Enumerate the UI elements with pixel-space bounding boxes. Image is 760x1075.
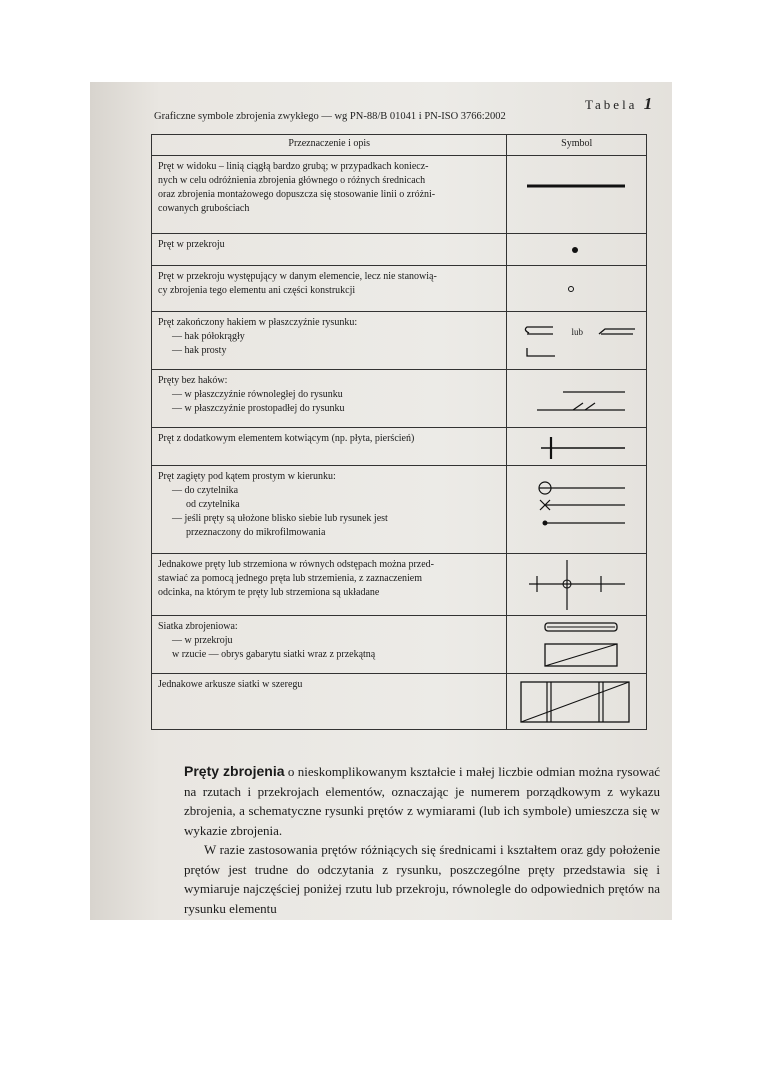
symbol-text-lub: lub: [571, 327, 583, 337]
row-symbol: [507, 234, 647, 266]
anchored-bar-symbol: [507, 428, 643, 466]
table-number: 1: [643, 94, 653, 113]
table-number-label: Tabela 1: [585, 94, 653, 113]
row-symbol: [507, 266, 647, 312]
table-row: [152, 466, 647, 554]
table-row: [152, 616, 647, 674]
hooked-bar-symbol: [507, 312, 643, 370]
row-symbol: [507, 466, 647, 554]
symbols-table: [151, 134, 647, 730]
row-description: Pręt w widoku – linią ciągłą bardzo grubą; w przypadkach koniecz- nych w celu odróżnienia zbrojenia głównego o różnych średnicach oraz zbrojenia montażowego dopuszcza się stosowanie linii o zróżni- cowanych grubościach: [152, 156, 507, 234]
row-description: Jednakowe arkusze siatki w szeregu: [152, 674, 507, 730]
paragraph: W razie zastosowania prętów różniących się średnicami i kształtem oraz gdy położenie prętów jest trudne do odczytania z rysunku, poszczególne pręty przedstawia się i wymiaruje najczęściej poniżej rzutu lub przekroju, równolegle do odpowiednich prętów na rysunku elementu: [184, 842, 660, 916]
row-description: Pręt w przekroju: [152, 234, 507, 266]
row-description: Pręt zagięty pod kątem prostym w kierunku: — do czytelnika od czytelnika — jeśli pręty są ułożone blisko siebie lub rysunek jest przeznaczony do mikrofilmowania: [152, 466, 507, 554]
bent-bar-symbol: [507, 466, 643, 554]
row-description: Siatka zbrojeniowa: — w przekroju w rzucie — obrys gabarytu siatki wraz z przekątną: [152, 616, 507, 674]
mesh-symbol: [507, 616, 643, 674]
column-header-description: Przeznaczenie i opis: [152, 135, 507, 156]
table-header-row: [152, 135, 647, 156]
table-row: [152, 312, 647, 370]
table-row: [152, 674, 647, 730]
table-row: [152, 266, 647, 312]
table-row: [152, 370, 647, 428]
row-symbol: [507, 616, 647, 674]
row-description: Pręty bez haków: — w płaszczyźnie równoległej do rysunku — w płaszczyźnie prostopadłej do rysunku: [152, 370, 507, 428]
table-row: [152, 428, 647, 466]
row-symbol: [507, 370, 647, 428]
table-caption: Graficzne symbole zbrojenia zwykłego — wg PN-88/B 01041 i PN-ISO 3766:2002: [154, 111, 506, 122]
row-symbol: [507, 156, 647, 234]
bar-view-symbol: [507, 156, 643, 234]
scanned-page: [90, 82, 672, 920]
non-structural-bar-symbol: [507, 266, 643, 312]
row-description: Pręt z dodatkowym elementem kotwiącym (np. płyta, pierścień): [152, 428, 507, 466]
row-description: Pręt w przekroju występujący w danym elemencie, lecz nie stanowią- cy zbrojenia tego elementu ani części konstrukcji: [152, 266, 507, 312]
table-row: [152, 554, 647, 616]
row-symbol: [507, 554, 647, 616]
table-row: [152, 234, 647, 266]
mesh-series-symbol: [507, 674, 643, 730]
bar-section-symbol: [507, 234, 643, 266]
bars-without-hooks-symbol: [507, 370, 643, 428]
row-symbol: [507, 674, 647, 730]
row-description: Jednakowe pręty lub strzemiona w równych odstępach można przed- stawiać za pomocą jednego pręta lub strzemienia, z zaznaczeniem odcinka, na którym te pręty lub strzemiona są układane: [152, 554, 507, 616]
lead-term: Pręty zbrojenia: [184, 763, 285, 779]
column-header-symbol: Symbol: [507, 135, 647, 156]
row-symbol: [507, 428, 647, 466]
repeated-bars-symbol: [507, 554, 643, 616]
row-description: Pręt zakończony hakiem w płaszczyźnie rysunku: — hak półokrągły — hak prosty: [152, 312, 507, 370]
body-text: [184, 762, 660, 918]
table-row: [152, 156, 647, 234]
paragraph: Pręty zbrojenia o nieskomplikowanym kształcie i małej liczbie odmian można rysować na rzutach i przekrojach elementów, oznaczając je numerem porządkowym z wykazu zbrojenia, a schematyczne rysunki prętów z wymiarami (lub ich symbole) umieszcza się w wykazie zbrojenia.: [184, 763, 660, 838]
row-symbol: [507, 312, 647, 370]
